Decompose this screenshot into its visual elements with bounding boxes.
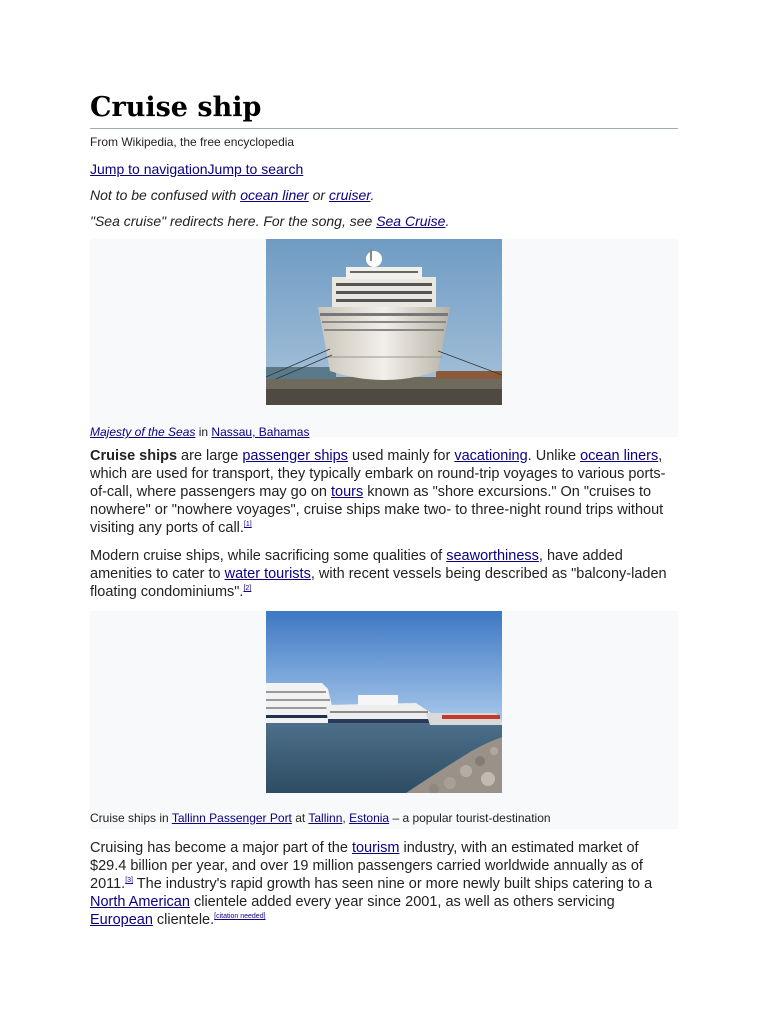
hatnote-text: or — [308, 187, 329, 203]
caption-text: , — [342, 811, 350, 825]
text: Modern cruise ships, while sacrificing some qualities of — [90, 548, 447, 564]
page-title: Cruise ship — [90, 90, 678, 129]
tourism-link[interactable]: tourism — [351, 840, 400, 856]
sea-cruise-link[interactable]: Sea Cruise — [376, 213, 446, 229]
figure-majesty-of-the-seas — [90, 239, 678, 437]
hatnote-text: Not to be confused with — [90, 187, 241, 203]
text: . Unlike — [527, 448, 581, 464]
figure-caption — [90, 793, 678, 825]
nassau-bahamas-link[interactable]: Nassau, Bahamas — [211, 425, 310, 439]
article — [90, 90, 678, 929]
ocean-liners-link[interactable]: ocean liners — [580, 448, 659, 464]
bold-term: Cruise ships — [90, 448, 178, 464]
citation-needed-link[interactable]: [citation needed] — [214, 913, 266, 921]
reference-2-link[interactable]: [2] — [243, 585, 252, 593]
reference-3-link[interactable]: [3] — [125, 877, 134, 885]
tallinn-port-photo[interactable] — [266, 611, 502, 793]
hatnote-text: . — [370, 187, 375, 203]
jump-to-search-link[interactable]: Jump to search — [207, 161, 304, 177]
jump-links — [90, 161, 678, 177]
text: , which are used for transport, they typically embark on round-trip voyages to various ports-of-call, where passengers may go on — [90, 448, 666, 500]
text: Cruising has become a major part of the — [90, 840, 352, 856]
caption-text: at — [291, 811, 309, 825]
hatnote-not-confused — [90, 187, 678, 203]
caption-text: – a popular tourist-destination — [389, 811, 551, 825]
text: known as "shore excursions." On "cruises to nowhere" or "nowhere voyages", cruise ships make two- to three-night round trips without visiting any ports of call. — [90, 484, 664, 536]
tallinn-link[interactable]: Tallinn — [308, 811, 343, 825]
majesty-of-the-seas-link[interactable]: Majesty of the Seas — [90, 425, 196, 439]
cruise-ship-photo[interactable] — [266, 239, 502, 405]
cruiser-link[interactable]: cruiser — [328, 187, 371, 203]
text: are large — [177, 448, 243, 464]
text: , with recent vessels being described as "balcony-laden floating condominiums". — [90, 566, 667, 600]
paragraph-industry — [90, 839, 678, 929]
text: industry, with an estimated market of $29.4 billion per year, and over 19 million passengers carried worldwide annually as of 2011. — [90, 840, 643, 892]
text: The industry's rapid growth has seen nine or more newly built ships catering to a — [133, 876, 653, 892]
north-american-link[interactable]: North American — [90, 894, 190, 910]
vacationing-link[interactable]: vacationing — [454, 448, 528, 464]
figure-caption — [90, 405, 678, 439]
text: , have added amenities to cater to — [90, 548, 623, 582]
hatnote-text: . — [445, 213, 450, 229]
paragraph-intro — [90, 447, 678, 537]
tallinn-passenger-port-link[interactable]: Tallinn Passenger Port — [171, 811, 292, 825]
hatnote-text: "Sea cruise" redirects here. For the song, see — [90, 213, 377, 229]
text: clientele. — [152, 912, 215, 928]
paragraph-modern — [90, 547, 678, 601]
caption-text: in — [195, 425, 212, 439]
hatnote-redirect — [90, 213, 678, 229]
reference-1-link[interactable]: [1] — [243, 521, 252, 529]
seaworthiness-link[interactable]: seaworthiness — [446, 548, 539, 564]
estonia-link[interactable]: Estonia — [349, 811, 390, 825]
tagline: From Wikipedia, the free encyclopedia — [90, 135, 295, 149]
passenger-ships-link[interactable]: passenger ships — [242, 448, 348, 464]
text: used mainly for — [347, 448, 455, 464]
ocean-liner-link[interactable]: ocean liner — [240, 187, 309, 203]
water-tourists-link[interactable]: water tourists — [224, 566, 311, 582]
european-link[interactable]: European — [90, 912, 153, 928]
jump-to-navigation-link[interactable]: Jump to navigation — [90, 161, 208, 177]
figure-tallinn-port — [90, 611, 678, 829]
caption-text: Cruise ships in — [90, 811, 172, 825]
tours-link[interactable]: tours — [331, 484, 364, 500]
text: clientele added every year since 2001, as well as others servicing — [189, 894, 615, 910]
